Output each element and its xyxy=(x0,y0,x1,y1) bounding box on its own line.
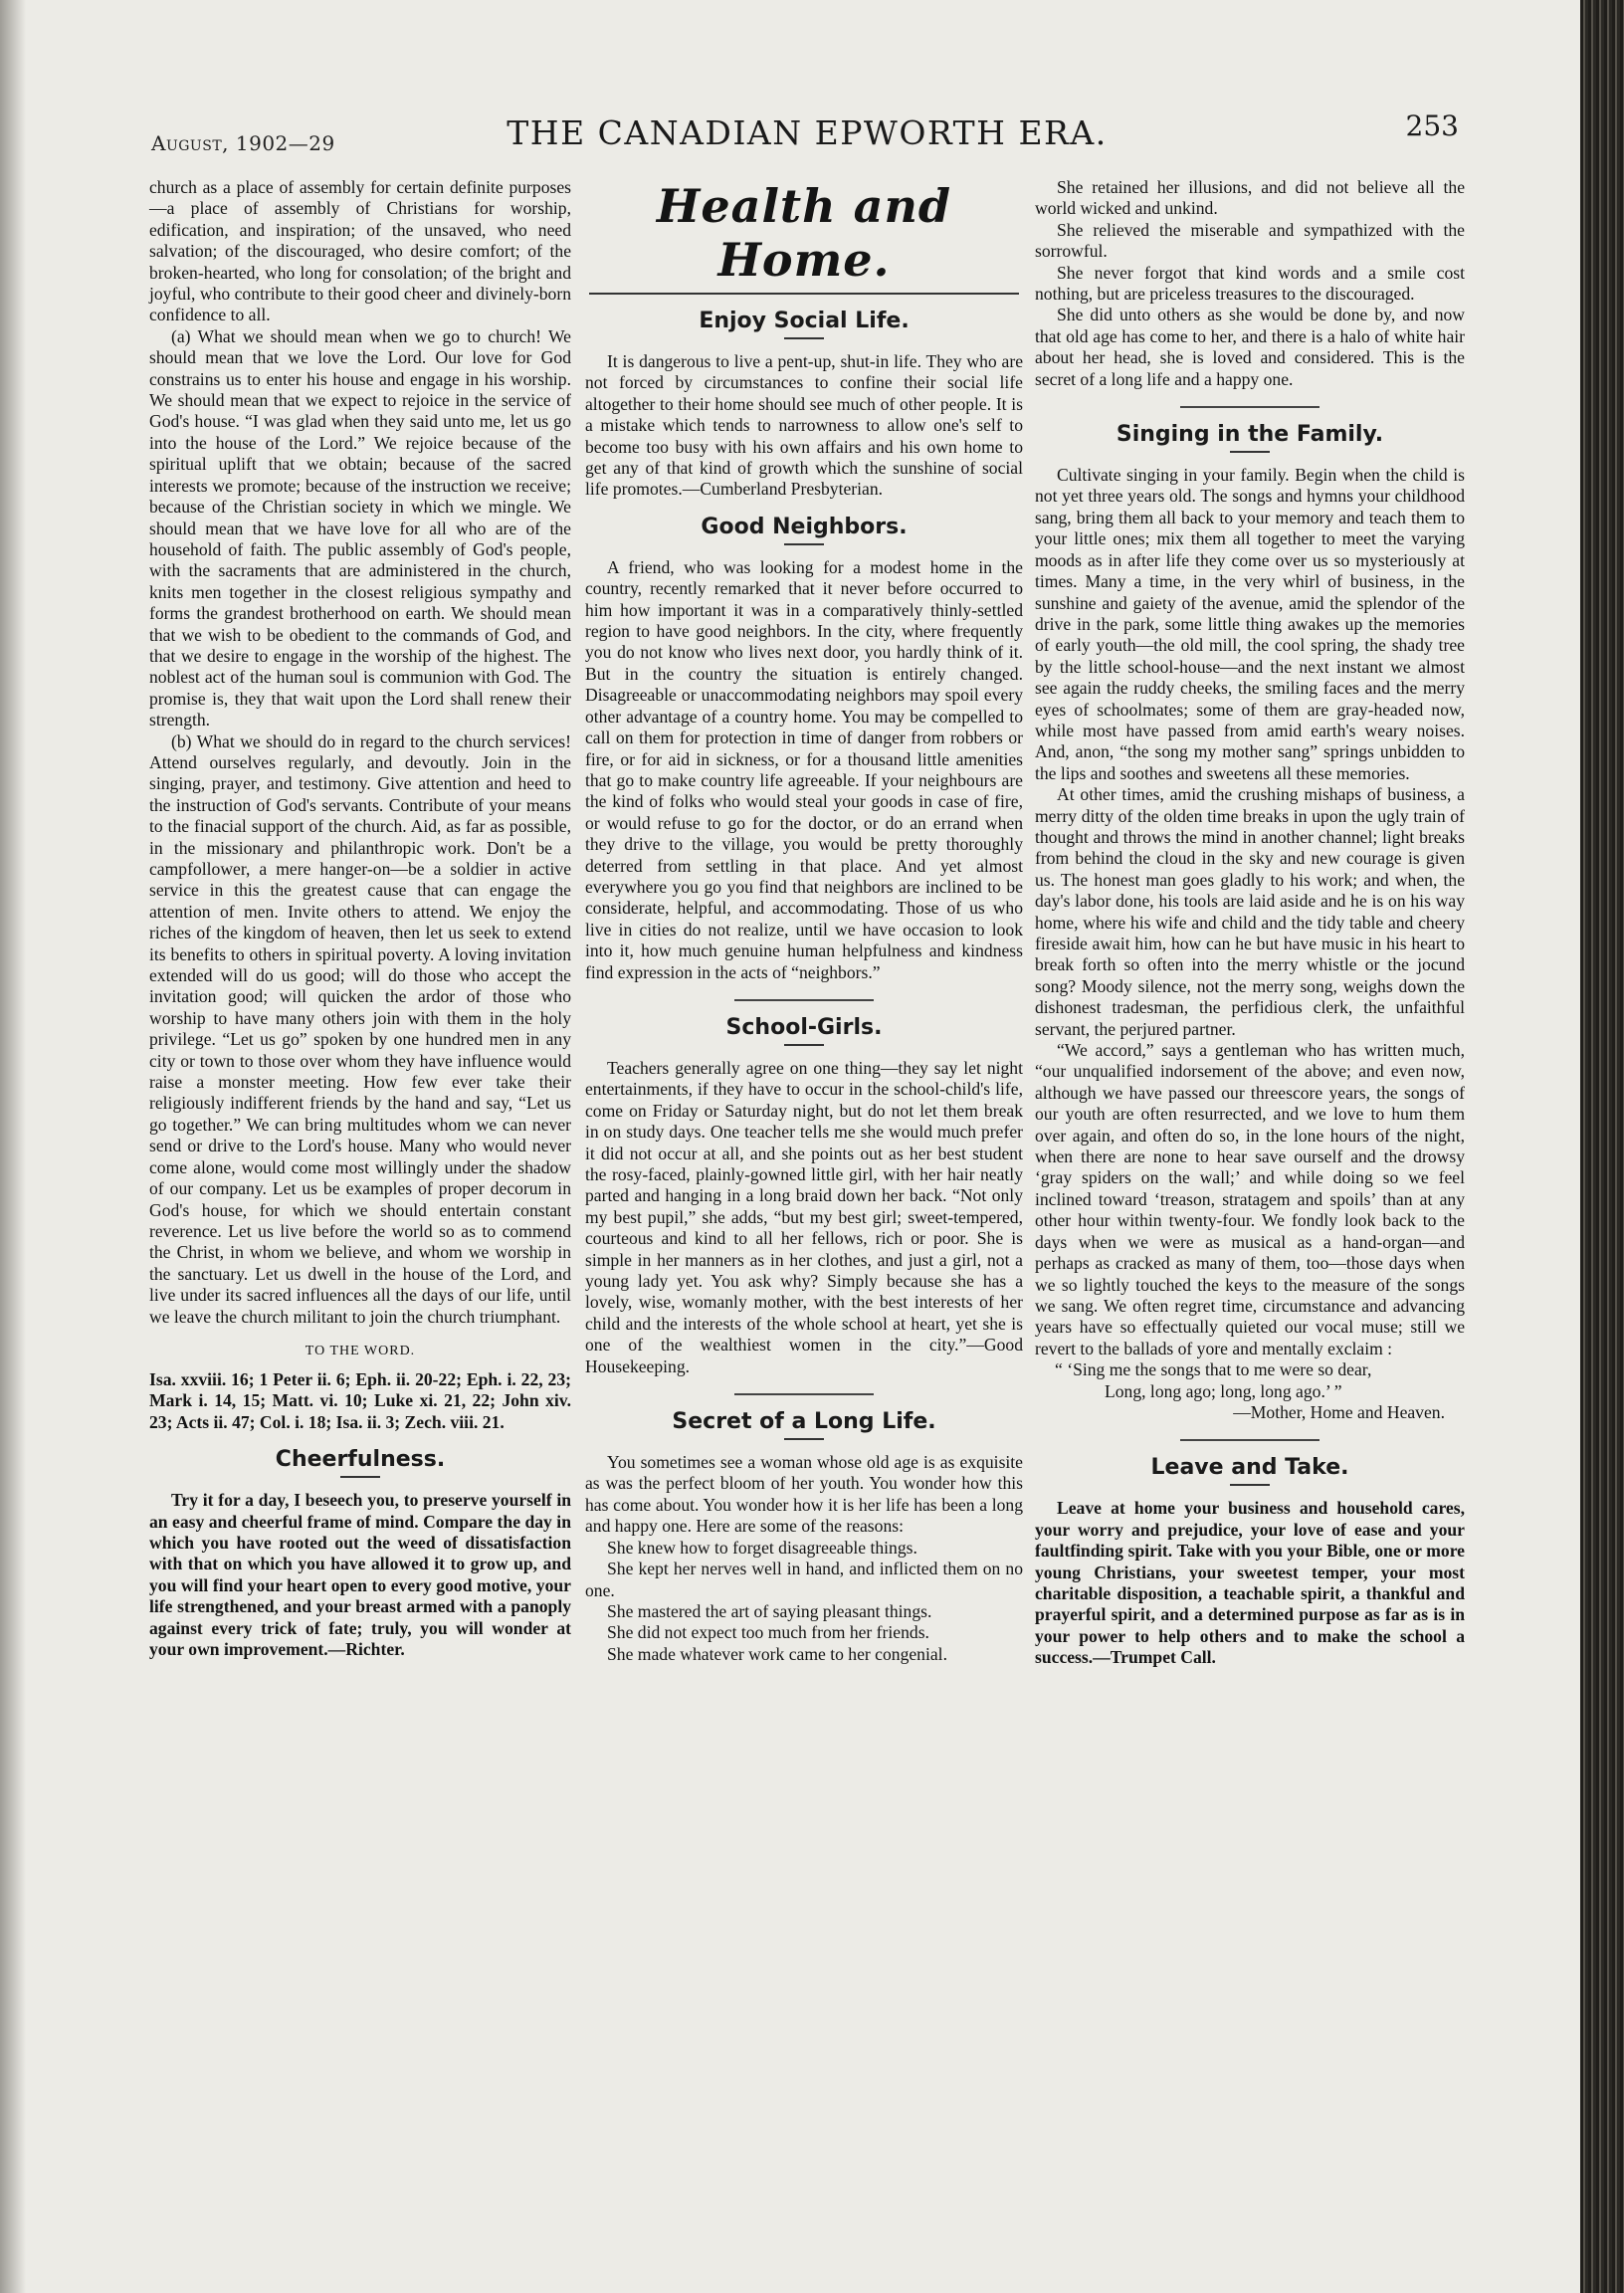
long-life-intro: You sometimes see a woman whose old age is as exquisite as was the perfect bloom of her youth. You wonder how this has come about. You wonder how it is her life has been a long and happy one. Here are some of the reasons: xyxy=(585,1452,1023,1537)
long-life-reason: She relieved the miserable and sympathized with the sorrowful. xyxy=(1035,219,1465,262)
article-paragraph-b: (b) What we should do in regard to the church services! Attend ourselves regularly, and devoutly. Join in the singing, prayer, and testimony. Give attention and heed to the instruction of God's servants. Contribute of your means to the finacial support of the church. Aid, as far as possible, in the missionary and philanthropic work. Don't be a campfollower, a mere hanger-on—be a soldier in active service in this the greatest cause that can engage the attention of men. Invite others to attend. We enjoy the riches of the kingdom of heaven, then let us seek to extend its benefits to others in spiritual poverty. A loving invitation extended will do us good; will do those who accept the invitation good; will quicken the ardor of those who worship to have many others join with them in the holy privilege. “Let us go” spoken by one hundred men in any city or town to those over whom they have influence would raise a monster meeting. How few ever take their religiously indifferent friends by the hand and say, “Let us go together.” We can bring multitudes whom we can never send or drive to the Lord's house. Many who would never come alone, would come most willingly under the shadow of our company. Let us be examples of proper decorum in God's house, for which we should entertain constant reverence. Let us live before the world so as to commend the Christ, in whom we believe, and whom we worship in the sanctuary. Let us dwell in the house of the Lord, and live under its sacred influences all the days of our life, until we leave the church militant to join the church triumphant. xyxy=(149,730,571,1327)
school-girls-text: Teachers generally agree on one thing—they say let night entertainments, if they have to occur in the school-child's life, come on Friday or Saturday night, but do not let them break in on study days. One teacher tells me she would much prefer it did not occur at all, and she points out as her best student the rosy-faced, plainly-gowned little girl, with her hair neatly parted and hanging in a long braid down her back. “Not only my best pupil,” she adds, “but my best girl; sweet-tempered, courteous and kind to all her fellows, rich or poor. She is simple in her manners as in her clothes, and just a girl, not a young lady yet. You ask why? Simply because she has a lovely, wise, womanly mother, with the best interests of her child and the interests of the whole school at heart, yet she is one of the wealthiest women in the city.”—Good Housekeeping. xyxy=(585,1057,1023,1376)
journal-title: THE CANADIAN EPWORTH ERA. xyxy=(507,113,1108,152)
long-life-title: Secret of a Long Life. xyxy=(672,1409,936,1435)
column-middle xyxy=(585,177,1023,1665)
long-life-reason: She did unto others as she would be done by, and now that old age has come to her, and there is a halo of white hair about her head, she is loved and considered. This is the secret of a long life and a happy one. xyxy=(1035,305,1465,389)
masthead-rule xyxy=(589,293,1019,295)
cheerfulness-title: Cheerfulness. xyxy=(275,1447,446,1473)
song-verse-line: Long, long ago; long, long ago.’ ” xyxy=(1105,1380,1342,1401)
good-neighbors-title: Good Neighbors. xyxy=(701,514,908,539)
title-rule xyxy=(784,1044,824,1046)
long-life-reason: She did not expect too much from her friends. xyxy=(607,1622,929,1643)
title-rule xyxy=(784,543,824,545)
long-life-reason: She made whatever work came to her congenial. xyxy=(607,1643,947,1664)
to-the-word-heading: TO THE WORD. xyxy=(304,1343,416,1358)
section-separator xyxy=(1180,406,1320,408)
singing-paragraph: “We accord,” says a gentleman who has written much, “our unqualified indorsement of the above; and even now, although we have passed our threescore years, the songs of our youth are often resurrected, and we love to hum them over again, and often do so, in the lone hours of the night, when there are none to hear save ourself and the drowsy ‘gray spiders on the wall;’ and while doing so we feel inclined toward ‘treason, stratagem and spoils’ than at any other hour within twenty-four. We fondly look back to the days when we were as musical as a hand-organ—and perhaps as cracked as many of them, too—those days when we so lightly touched the keys to the measure of the songs we sang. We often regret time, circumstance and advancing years have so effectually quieted our vocal muse; still we revert to the ballads of yore and mentally exclaim : xyxy=(1035,1040,1465,1358)
binding-shadow xyxy=(0,0,26,2293)
singing-source: —Mother, Home and Heaven. xyxy=(1233,1401,1445,1422)
singing-title: Singing in the Family. xyxy=(1116,422,1384,448)
title-rule xyxy=(784,337,824,339)
good-neighbors-text: A friend, who was looking for a modest home in the country, recently remarked that it never before occurred to him how important it was in a comparatively thinly-settled region to have good neighbors. In the city, where frequently you do not know who lives next door, you hardly think of it. But in the country the situation is entirely changed. Disagreeable or unaccommodating neighbors may spoil every other advantage of a country home. You may be compelled to call on them for protection in time of danger from robbers or fire, or for aid in sickness, or for a thousand little amenities that go to make country life agreeable. If your neighbours are the kind of folks who would steal your goods in case of fire, or would refuse to go for the doctor, or do an errand when they drive to the village, you would be pretty thoroughly deterred from settling in that place. And yet almost everywhere you go you find that neighbors are inclined to be considerate, helpful, and accommodating. Those of us who live in cities do not realize, until we have occasion to look into it, how much genuine human helpfulness and kindness find expression in the acts of “neighbors.” xyxy=(585,556,1023,982)
title-rule xyxy=(1230,451,1270,453)
long-life-reason: She never forgot that kind words and a smile cost nothing, but are priceless treasures to the discouraged. xyxy=(1035,262,1465,305)
social-life-text: It is dangerous to live a pent-up, shut-in life. They who are not forced by circumstances to confine their social life altogether to their home should see much of other people. It is a mistake which tends to narrowness to allow one's self to become too busy with his own affairs and his own home to get any of that kind of growth which the sunshine of social life promotes.—Cumberland Presbyterian. xyxy=(585,351,1023,500)
long-life-reason: She mastered the art of saying pleasant things. xyxy=(607,1600,932,1621)
column-left xyxy=(149,177,571,1660)
title-rule xyxy=(340,1476,380,1478)
cheerfulness-text: Try it for a day, I beseech you, to preserve yourself in an easy and cheerful frame of mind. Compare the day in which you have rooted out the weed of dissatisfaction with that on which you have allowed it to grow up, and you will find your heart open to every good motive, your life strengthened, and your breast armed with a panoply against every trick of fate; truly, you will wonder at your own improvement.—Richter. xyxy=(149,1490,571,1659)
song-verse-line: “ ‘Sing me the songs that to me were so dear, xyxy=(1055,1359,1372,1380)
long-life-reason: She kept her nerves well in hand, and inflicted them on no one. xyxy=(585,1559,1023,1600)
section-separator xyxy=(734,999,874,1001)
singing-paragraph: At other times, amid the crushing mishaps of business, a merry ditty of the olden time breaks in upon the ugly train of thought and throws the mind in another channel; light breaks from behind the cloud in the sky and new courage is given us. The honest man goes gladly to his work; and when, the day's labor done, his tools are laid aside and he is on his way home, where his wife and child and the tidy table and cheery fireside await him, how can he but have music in his heart to break forth so often into the merry whistle or the jocund song? Moody silence, not the merry song, weighs down the dishonest tradesman, the perfidious clerk, the unfaithful servant, the perjured partner. xyxy=(1035,784,1465,1039)
page-header xyxy=(149,107,1465,163)
long-life-reason: She retained her illusions, and did not believe all the world wicked and unkind. xyxy=(1035,177,1465,219)
title-rule xyxy=(784,1438,824,1440)
leave-and-take-title: Leave and Take. xyxy=(1150,1455,1349,1481)
article-continuation-paragraph: church as a place of assembly for certain definite purposes—a place of assembly of Christians for worship, edification, and inspiration; of the unsaved, who need salvation; of the discouraged, who desire comfort; of the broken-hearted, who long for consolation; of the bright and joyful, who contribute to their good cheer and divinely-born confidence to all. xyxy=(149,177,571,325)
section-separator xyxy=(734,1393,874,1395)
book-page-edges xyxy=(1580,0,1624,2293)
issue-date: August, 1902—29 xyxy=(151,131,335,155)
long-life-reason: She knew how to forget disagreeable things. xyxy=(607,1537,917,1558)
leave-and-take-text: Leave at home your business and household cares, your worry and prejudice, your love of ease and your faultfinding spirit. Take with you your Bible, one or more young Christians, your sweetest temper, your most charitable disposition, a teachable spirit, a thankful and prayerful spirit, and a determined purpose as far as is in your power to help others and to make the school a success.—Trumpet Call. xyxy=(1035,1498,1465,1668)
column-right xyxy=(1035,177,1465,1669)
singing-paragraph: Cultivate singing in your family. Begin when the child is not yet three years old. The songs and hymns your childhood sang, bring them all back to your memory and teach them to your little ones; mix them all together to meet the varying moods as in after life they come over us so mysteriously at times. Many a time, in the very whirl of business, in the sunshine and gaiety of the avenue, amid the splendor of the drive in the park, some little thing awakes up the memories of early youth—the old mill, the cool spring, the shady tree by the little school-house—and the next instant we almost see again the ruddy cheeks, the smiling faces and the merry eyes of schoolmates; some of them are gray-headed now, while most have passed from amid earth's weary noises. And, anon, “the song my mother sang” springs unbidden to the lips and soothes and sweetens all these memories. xyxy=(1035,465,1465,783)
page-number: 253 xyxy=(1405,109,1459,142)
article-paragraph-a: (a) What we should mean when we go to church! We should mean that we love the Lord. Our love for God constrains us to enter his house and engage in his worship. We should mean that we expect to rejoice in the service of God's house. “I was glad when they said unto me, let us go into the house of the Lord.” We rejoice because of the spiritual uplift that we obtain; because of the sacred interests we promote; because of the instruction we receive; because of the Christian society in which we mingle. We should mean that we have love for all who are of the household of faith. The public assembly of God's people, with the sacraments that are administered in the church, knits men together in the closest religious sympathy and forms the grandest brotherhood on earth. We should mean that we wish to be obedient to the commands of God, and that we desire to engage in the worship of the highest. The noblest act of the human soul is communion with God. The promise is, they that wait upon the Lord shall renew their strength. xyxy=(149,325,571,730)
social-life-title: Enjoy Social Life. xyxy=(699,309,910,333)
title-rule xyxy=(1230,1484,1270,1486)
section-masthead: Health and Home. xyxy=(656,179,952,287)
school-girls-title: School-Girls. xyxy=(725,1014,883,1040)
scripture-references: Isa. xxviii. 16; 1 Peter ii. 6; Eph. ii. 20-22; Eph. i. 22, 23; Mark i. 14, 15; Matt. vi. 10; Luke xi. 21, 22; John xiv. 23; Acts ii. 47; Col. i. 18; Isa. ii. 3; Zech. viii. 21. xyxy=(149,1368,571,1432)
section-separator xyxy=(1180,1439,1320,1441)
